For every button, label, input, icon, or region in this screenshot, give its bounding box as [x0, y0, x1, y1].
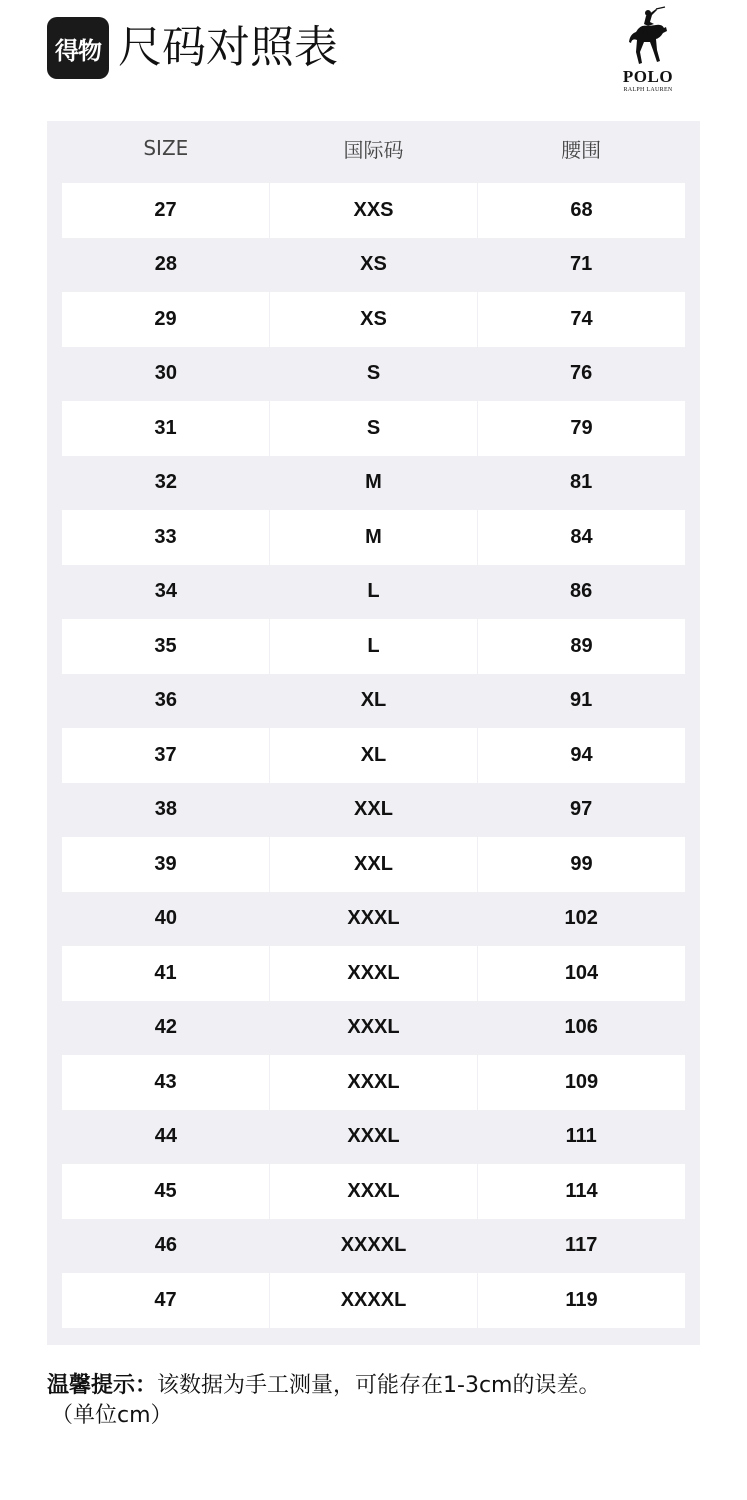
table-row [62, 619, 685, 674]
polo-subline: RALPH LAUREN [623, 87, 673, 93]
table-row [62, 674, 685, 729]
cell-intl-size: XXXL [269, 1164, 477, 1219]
cell-size: 40 [154, 907, 177, 930]
table-row [62, 510, 685, 565]
cell-size: 31 [154, 416, 177, 439]
table-row [62, 1055, 685, 1110]
cell-waist: 97 [570, 798, 593, 821]
cell-waist: 99 [477, 837, 685, 892]
cell-waist: 74 [477, 292, 685, 347]
cell-size: 36 [154, 689, 177, 712]
cell-size: 32 [154, 471, 177, 494]
cell-intl-size: XS [269, 292, 477, 347]
cell-waist: 89 [477, 619, 685, 674]
cell-intl-size: XS [360, 253, 387, 276]
table-row [62, 401, 685, 456]
table-row [62, 837, 685, 892]
page-title: 尺码对照表 [118, 22, 338, 73]
column-header-waist: 腰围 [561, 137, 602, 162]
cell-size: 43 [154, 1070, 177, 1093]
cell-intl-size: S [269, 401, 477, 456]
cell-waist: 94 [477, 728, 685, 783]
polo-player-icon [626, 6, 670, 68]
header [0, 0, 747, 110]
table-row [62, 456, 685, 511]
cell-waist: 106 [564, 1016, 598, 1039]
cell-intl-size: L [269, 619, 477, 674]
cell-waist: 119 [477, 1273, 685, 1328]
table-row [62, 1110, 685, 1165]
table-body [62, 183, 685, 1328]
table-row [62, 292, 685, 347]
polo-wordmark: POLO [622, 67, 674, 86]
cell-intl-size: XXXL [347, 907, 400, 930]
cell-waist: 111 [565, 1125, 597, 1148]
cell-size: 33 [154, 525, 177, 548]
column-header-size: SIZE [143, 136, 189, 160]
cell-size: 29 [154, 307, 177, 330]
cell-size: 45 [154, 1179, 177, 1202]
cell-intl-size: XXXL [347, 1125, 400, 1148]
cell-size: 28 [154, 253, 177, 276]
tip-text: 该数据为手工测量，可能存在1-3cm的误差。 [157, 1373, 601, 1398]
table-row [62, 783, 685, 838]
cell-waist: 76 [570, 362, 593, 385]
cell-size: 44 [154, 1125, 177, 1148]
cell-waist: 79 [477, 401, 685, 456]
table-row [62, 1273, 685, 1328]
cell-waist: 102 [564, 907, 598, 930]
table-row [62, 565, 685, 620]
table-row [62, 892, 685, 947]
size-table [47, 121, 700, 1345]
cell-intl-size: M [269, 510, 477, 565]
tip-note [47, 1371, 707, 1431]
table-row [62, 946, 685, 1001]
tip-label: 温馨提示： [47, 1373, 158, 1398]
cell-size: 34 [154, 580, 177, 603]
cell-waist: 86 [570, 580, 593, 603]
cell-intl-size: XXXL [269, 946, 477, 1001]
cell-intl-size: XXL [269, 837, 477, 892]
table-header [62, 121, 685, 175]
cell-intl-size: L [367, 580, 380, 603]
cell-intl-size: M [365, 471, 382, 494]
cell-intl-size: XXS [269, 183, 477, 238]
cell-size: 27 [154, 198, 177, 221]
cell-size: 42 [154, 1016, 177, 1039]
cell-intl-size: XXL [354, 798, 393, 821]
cell-intl-size: XL [269, 728, 477, 783]
column-header-intl: 国际码 [343, 137, 404, 162]
cell-size: 41 [154, 961, 177, 984]
cell-waist: 109 [477, 1055, 685, 1110]
table-row [62, 347, 685, 402]
polo-logo [618, 6, 678, 98]
cell-waist: 104 [477, 946, 685, 1001]
cell-waist: 91 [570, 689, 593, 712]
cell-size: 39 [154, 852, 177, 875]
cell-intl-size: XXXXL [340, 1234, 407, 1257]
table-row [62, 183, 685, 238]
tip-unit: （单位cm） [51, 1403, 173, 1428]
table-row [62, 1219, 685, 1274]
cell-size: 47 [154, 1288, 177, 1311]
cell-waist: 117 [565, 1234, 598, 1257]
cell-waist: 84 [477, 510, 685, 565]
table-row [62, 1001, 685, 1056]
cell-waist: 114 [477, 1164, 685, 1219]
cell-intl-size: XXXL [347, 1016, 400, 1039]
cell-waist: 68 [477, 183, 685, 238]
table-row [62, 1164, 685, 1219]
table-row [62, 728, 685, 783]
dewu-logo: 得物 [47, 17, 109, 79]
cell-intl-size: XXXL [269, 1055, 477, 1110]
table-row [62, 238, 685, 293]
cell-intl-size: S [366, 362, 381, 385]
cell-size: 37 [154, 743, 177, 766]
cell-intl-size: XL [360, 689, 387, 712]
cell-size: 38 [154, 798, 177, 821]
cell-size: 35 [154, 634, 177, 657]
cell-size: 30 [154, 362, 177, 385]
cell-waist: 71 [570, 253, 593, 276]
cell-waist: 81 [570, 471, 593, 494]
cell-size: 46 [154, 1234, 177, 1257]
cell-intl-size: XXXXL [269, 1273, 477, 1328]
